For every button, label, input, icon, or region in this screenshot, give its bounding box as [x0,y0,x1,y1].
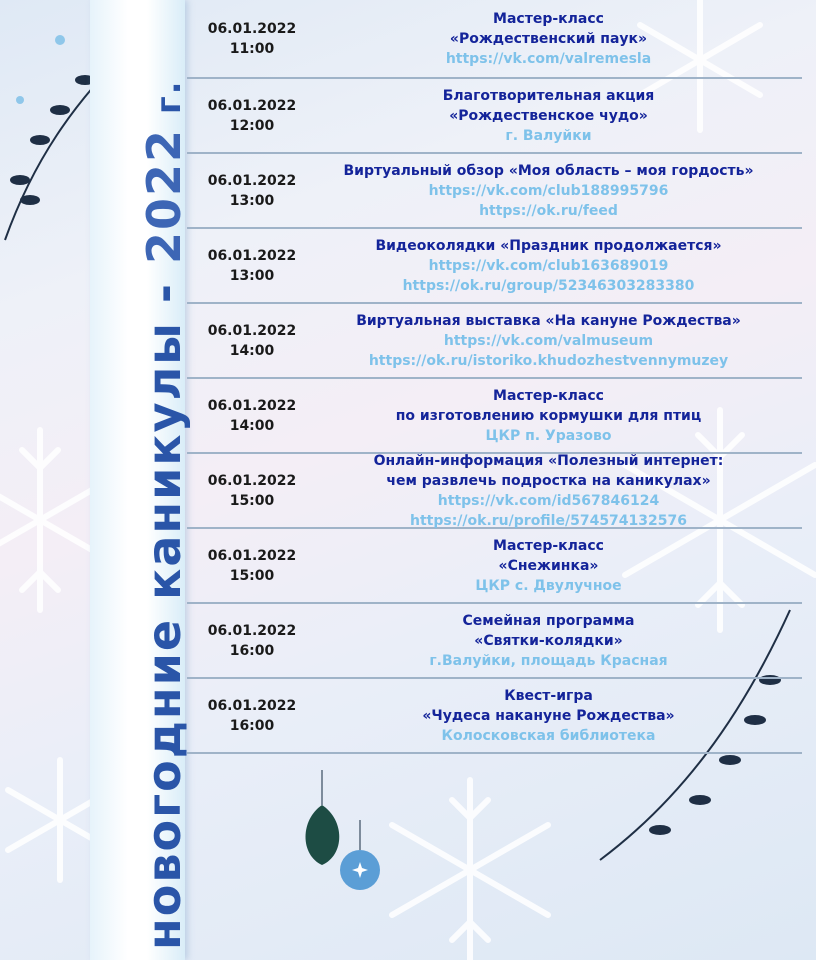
event-link[interactable]: https://ok.ru/feed [479,202,618,219]
event-title: «Рождественское чудо» [449,107,648,124]
event-title: Виртуальная выставка «На кануне Рождества» [356,312,741,329]
event-link[interactable]: https://vk.com/club163689019 [428,257,669,274]
event-date: 06.01.2022 [207,397,297,414]
event-title: Виртуальный обзор «Моя область – моя гордость» [343,162,754,179]
side-title-year: 2022 [137,127,191,264]
event-title: Онлайн-информация «Полезный интернет: [373,452,724,469]
event-location: ЦКР п. Уразово [485,427,612,444]
event-info [305,236,792,296]
event-location: ЦКР с. Двулучное [475,577,622,594]
event-time: 11:00 [229,40,275,57]
event-datetime [187,396,317,436]
event-row [187,379,802,454]
event-row [187,229,802,304]
event-info [305,451,792,531]
event-date: 06.01.2022 [207,247,297,264]
event-location: г.Валуйки, площадь Красная [429,652,668,669]
event-title: Мастер-класс [493,387,604,404]
event-link[interactable]: https://ok.ru/istoriko.khudozhestvennymuzey [368,352,729,369]
snowflake-icon [392,780,548,960]
event-time: 12:00 [229,117,275,134]
event-location: г. Валуйки [505,127,592,144]
side-title [137,10,191,950]
event-info [305,86,792,146]
event-location: Колосковская библиотека [441,727,656,744]
event-row [187,0,802,79]
event-datetime [187,546,317,586]
event-time: 14:00 [229,342,275,359]
event-row [187,79,802,154]
event-datetime [187,96,317,136]
event-time: 13:00 [229,192,275,209]
event-title: «Рождественский паук» [449,30,648,47]
event-info [305,9,792,69]
event-row [187,679,802,754]
event-datetime [187,171,317,211]
event-date: 06.01.2022 [207,472,297,489]
event-title: «Чудеса накануне Рождества» [422,707,675,724]
event-title: чем развлечь подростка на каникулах» [386,472,711,489]
event-date: 06.01.2022 [207,622,297,639]
event-title: Видеоколядки «Праздник продолжается» [375,237,722,254]
event-time: 13:00 [229,267,275,284]
event-info [305,161,792,221]
event-info [305,386,792,446]
event-datetime [187,471,317,511]
event-date: 06.01.2022 [207,20,297,37]
event-title: Квест-игра [504,687,593,704]
event-link[interactable]: https://vk.com/valmuseum [443,332,654,349]
event-title: «Святки-колядки» [474,632,623,649]
side-title-suffix: г. [149,79,189,128]
event-title: Мастер-класс [493,537,604,554]
event-row [187,154,802,229]
event-info [305,611,792,671]
event-date: 06.01.2022 [207,697,297,714]
event-datetime [187,696,317,736]
event-title: Мастер-класс [493,10,604,27]
event-title: «Снежинка» [498,557,599,574]
event-time: 15:00 [229,567,275,584]
event-info [305,536,792,596]
event-date: 06.01.2022 [207,97,297,114]
event-title: Благотворительная акция [442,87,655,104]
event-title: по изготовлению кормушки для птиц [395,407,702,424]
event-row [187,454,802,529]
event-info [305,311,792,371]
event-row [187,529,802,604]
event-time: 15:00 [229,492,275,509]
event-list [187,10,802,754]
event-datetime [187,621,317,661]
event-row [187,304,802,379]
event-date: 06.01.2022 [207,322,297,339]
event-link[interactable]: https://vk.com/club188995796 [428,182,669,199]
event-date: 06.01.2022 [207,547,297,564]
event-time: 16:00 [229,717,275,734]
event-time: 16:00 [229,642,275,659]
event-link[interactable]: https://ok.ru/group/52346303283380 [402,277,695,294]
ornament-icon [306,770,381,890]
event-row [187,604,802,679]
event-time: 14:00 [229,417,275,434]
event-datetime [187,321,317,361]
event-datetime [187,19,317,59]
event-date: 06.01.2022 [207,172,297,189]
event-link[interactable]: https://ok.ru/profile/574574132576 [410,512,687,529]
event-datetime [187,246,317,286]
side-title-text: новогодние каникулы - [137,263,191,950]
event-link[interactable]: https://vk.com/valremesla [445,50,652,67]
event-link[interactable]: https://vk.com/id567846124 [437,492,660,509]
event-info [305,686,792,746]
event-title: Семейная программа [462,612,635,629]
